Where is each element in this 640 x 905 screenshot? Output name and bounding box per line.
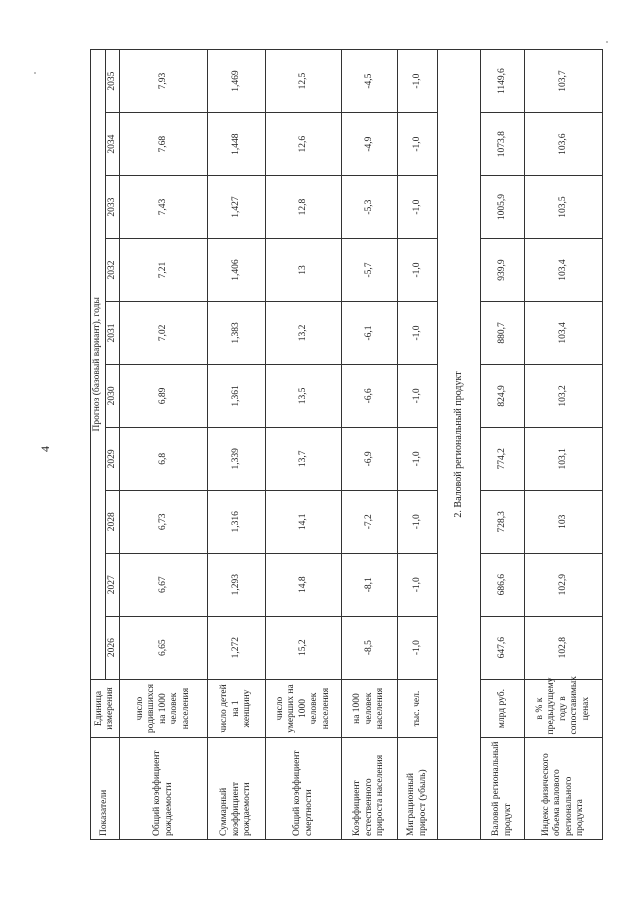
value-cell: 7,43: [120, 176, 208, 239]
value-cell: -1,0: [398, 490, 438, 553]
value-cell: -6,9: [342, 427, 398, 490]
page-number: 4: [38, 446, 52, 452]
value-cell: -8,5: [342, 616, 398, 679]
value-cell: 15,2: [266, 616, 342, 679]
row-label: Валовой региональный продукт: [481, 738, 525, 840]
table-row: [342, 50, 398, 840]
value-cell: 1073,8: [481, 113, 525, 176]
value-cell: 774,2: [481, 427, 525, 490]
value-cell: 1,272: [208, 616, 266, 679]
value-cell: 7,02: [120, 301, 208, 364]
value-cell: 1,448: [208, 113, 266, 176]
value-cell: 1,427: [208, 176, 266, 239]
header-year: 2034: [105, 113, 120, 176]
forecast-table: [90, 49, 603, 840]
value-cell: 6,89: [120, 364, 208, 427]
value-cell: 12,6: [266, 113, 342, 176]
row-label: Индекс физического объема валового регионального продукта: [525, 738, 603, 840]
value-cell: -1,0: [398, 239, 438, 302]
value-cell: -4,9: [342, 113, 398, 176]
value-cell: 6,67: [120, 553, 208, 616]
header-year: 2030: [105, 364, 120, 427]
value-cell: 728,3: [481, 490, 525, 553]
value-cell: -4,5: [342, 50, 398, 113]
header-year: 2029: [105, 427, 120, 490]
value-cell: -1,0: [398, 176, 438, 239]
rotated-table-sheet: [90, 49, 607, 840]
header-year: 2027: [105, 553, 120, 616]
value-cell: -5,3: [342, 176, 398, 239]
scan-speck: [606, 41, 608, 43]
value-cell: 880,7: [481, 301, 525, 364]
value-cell: 1149,6: [481, 50, 525, 113]
value-cell: 103: [525, 490, 603, 553]
header-year: 2028: [105, 490, 120, 553]
value-cell: 103,6: [525, 113, 603, 176]
value-cell: 7,68: [120, 113, 208, 176]
value-cell: 647,6: [481, 616, 525, 679]
value-cell: -1,0: [398, 553, 438, 616]
header-indicator: Показатели: [91, 738, 120, 840]
row-unit: число детей на 1 женщину: [208, 679, 266, 738]
header-year: 2031: [105, 301, 120, 364]
value-cell: 1,469: [208, 50, 266, 113]
value-cell: 13,5: [266, 364, 342, 427]
table-row: [266, 50, 342, 840]
row-label: Общий коэффициент смертности: [266, 738, 342, 840]
value-cell: -6,6: [342, 364, 398, 427]
value-cell: 13: [266, 239, 342, 302]
value-cell: 102,9: [525, 553, 603, 616]
value-cell: 103,4: [525, 301, 603, 364]
table-row: [481, 50, 525, 840]
value-cell: 1,361: [208, 364, 266, 427]
value-cell: 7,21: [120, 239, 208, 302]
value-cell: -1,0: [398, 50, 438, 113]
row-unit: в % к предыдущему году в сопоставимых ценах: [525, 679, 603, 738]
value-cell: 102,8: [525, 616, 603, 679]
value-cell: 13,7: [266, 427, 342, 490]
table-row: [525, 50, 603, 840]
value-cell: 12,8: [266, 176, 342, 239]
row-unit: тыс. чел.: [398, 679, 438, 738]
value-cell: -7,2: [342, 490, 398, 553]
value-cell: 14,8: [266, 553, 342, 616]
header-year: 2032: [105, 239, 120, 302]
value-cell: 103,2: [525, 364, 603, 427]
header-forecast: Прогноз (базовый вариант), годы: [91, 50, 106, 680]
table-row: [120, 50, 208, 840]
value-cell: 1,293: [208, 553, 266, 616]
value-cell: 12,5: [266, 50, 342, 113]
row-label: Коэффициент естественного прироста населения: [342, 738, 398, 840]
header-year: 2035: [105, 50, 120, 113]
value-cell: -1,0: [398, 427, 438, 490]
value-cell: -1,0: [398, 113, 438, 176]
header-unit: Единица измерения: [91, 679, 120, 738]
row-label: Миграционный прирост (убыль): [398, 738, 438, 840]
row-unit: число умерших на 1000 человек населения: [266, 679, 342, 738]
value-cell: 14,1: [266, 490, 342, 553]
value-cell: 1,316: [208, 490, 266, 553]
scan-speck: [34, 72, 36, 74]
value-cell: 1,339: [208, 427, 266, 490]
value-cell: 1,383: [208, 301, 266, 364]
value-cell: 6,73: [120, 490, 208, 553]
value-cell: 6,65: [120, 616, 208, 679]
value-cell: -1,0: [398, 301, 438, 364]
header-year: 2026: [105, 616, 120, 679]
value-cell: -1,0: [398, 616, 438, 679]
value-cell: -8,1: [342, 553, 398, 616]
value-cell: 103,1: [525, 427, 603, 490]
value-cell: 1,406: [208, 239, 266, 302]
value-cell: 939,9: [481, 239, 525, 302]
value-cell: 824,9: [481, 364, 525, 427]
row-label: Суммарный коэффициент рождаемости: [208, 738, 266, 840]
value-cell: -1,0: [398, 364, 438, 427]
value-cell: -6,1: [342, 301, 398, 364]
value-cell: 686,6: [481, 553, 525, 616]
value-cell: -5,7: [342, 239, 398, 302]
row-label: Общий коэффициент рождаемости: [120, 738, 208, 840]
value-cell: 103,7: [525, 50, 603, 113]
value-cell: 7,93: [120, 50, 208, 113]
value-cell: 103,4: [525, 239, 603, 302]
section-title: 2. Валовой региональный продукт: [438, 50, 481, 840]
row-unit: на 1000 человек населения: [342, 679, 398, 738]
table-row: [398, 50, 438, 840]
value-cell: 6,8: [120, 427, 208, 490]
value-cell: 103,5: [525, 176, 603, 239]
value-cell: 1005,9: [481, 176, 525, 239]
value-cell: 13,2: [266, 301, 342, 364]
row-unit: число родившихся на 1000 человек населения: [120, 679, 208, 738]
row-unit: млрд руб.: [481, 679, 525, 738]
header-year: 2033: [105, 176, 120, 239]
table-row: [208, 50, 266, 840]
